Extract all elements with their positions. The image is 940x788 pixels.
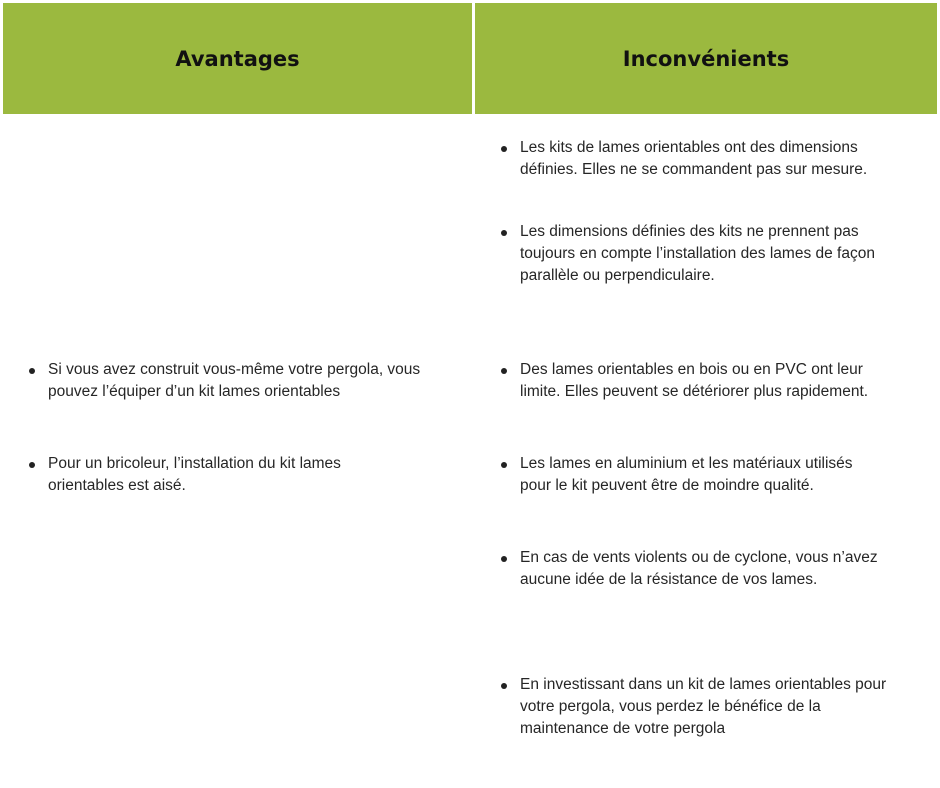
bullet-icon [501,146,507,152]
bullet-icon [501,368,507,374]
list-item-text: En investissant dans un kit de lames orientables pour votre pergola, vous perdez le bénéfice de la maintenance de votre pergola [520,676,887,737]
bullet-icon [29,462,35,468]
header-advantages [3,3,472,114]
list-item-text: En cas de vents violents ou de cyclone, vous n’avez aucune idée de la résistance de vos lames. [520,549,878,588]
list-item-text: Les dimensions définies des kits ne prennent pas toujours en compte l’installation des lames de façon parallèle ou perpendiculaire. [520,223,875,284]
header-disadvantages-label: Inconvénients [622,46,790,71]
bullet-icon [29,368,35,374]
bullet-icon [501,556,507,562]
header-disadvantages [475,3,937,114]
list-item-text: Les lames en aluminium et les matériaux utilisés pour le kit peuvent être de moindre qualité. [520,455,853,494]
header-advantages-label: Avantages [175,46,300,71]
list-item-text: Si vous avez construit vous-même votre pergola, vous pouvez l’équiper d’un kit lames orientables [48,361,421,400]
list-item-text: Des lames orientables en bois ou en PVC ont leur limite. Elles peuvent se détériorer plus rapidement. [520,361,869,400]
list-item-text: Pour un bricoleur, l’installation du kit lames orientables est aisé. [48,455,341,494]
bullet-icon [501,462,507,468]
bullet-icon [501,230,507,236]
list-item-text: Les kits de lames orientables ont des dimensions définies. Elles ne se commandent pas sur mesure. [520,139,868,178]
bullet-icon [501,683,507,689]
